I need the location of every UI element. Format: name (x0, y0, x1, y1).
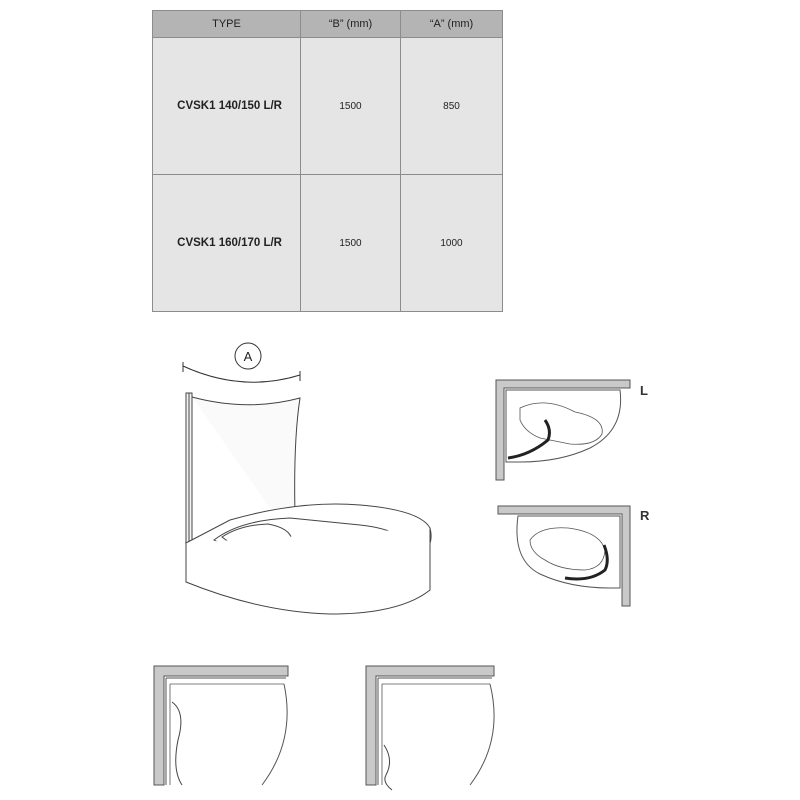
header-a: “A” (mm) (401, 11, 503, 38)
header-type: TYPE (153, 11, 301, 38)
dimension-callout-label: A (243, 349, 253, 364)
screen-closed (172, 702, 182, 785)
variant-label-l: L (640, 383, 648, 398)
plan-view-left (496, 380, 648, 480)
tub-curve (470, 684, 494, 785)
b-cell: 1500 (301, 175, 401, 312)
plan-detail-open (366, 666, 494, 790)
dimension-arc (183, 366, 300, 382)
type-cell: CVSK1 160/170 L/R (153, 175, 301, 312)
main-bathtub-drawing (183, 343, 431, 614)
header-b: “B” (mm) (301, 11, 401, 38)
tub-apron (186, 528, 430, 614)
tub-curve (262, 684, 287, 785)
a-cell: 1000 (401, 175, 503, 312)
plan-view-right (498, 506, 650, 606)
plan-detail-closed (154, 666, 288, 785)
a-cell: 850 (401, 38, 503, 175)
screen-open (384, 745, 392, 790)
variant-label-r: R (640, 508, 650, 523)
b-cell: 1500 (301, 38, 401, 175)
type-cell: CVSK1 140/150 L/R (153, 38, 301, 175)
